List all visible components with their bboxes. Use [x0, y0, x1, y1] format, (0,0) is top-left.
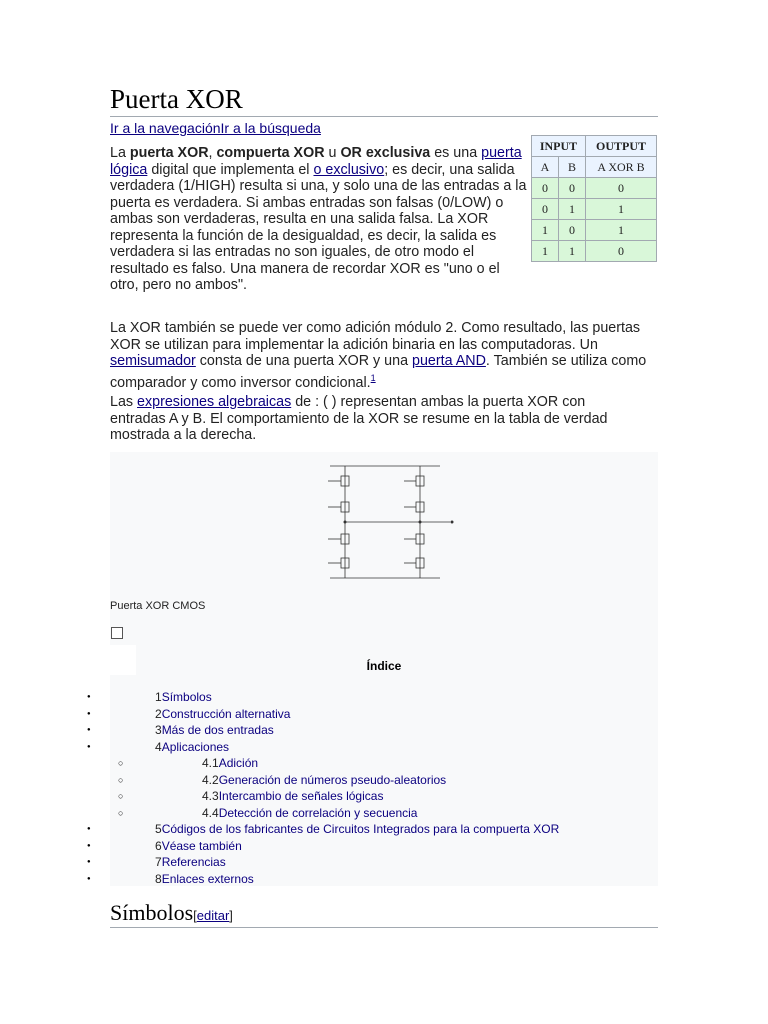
intro-bold-2: compuerta XOR	[216, 145, 325, 161]
table-row	[532, 199, 657, 220]
section-title: Símbolos	[110, 900, 194, 925]
toc-item[interactable]	[155, 872, 254, 888]
toc-item-label: Construcción alternativa	[161, 706, 291, 721]
table-cell: 0	[586, 241, 657, 262]
table-cell: 1	[532, 241, 559, 262]
toc-item[interactable]	[155, 690, 212, 706]
intro-text-3: u	[324, 145, 341, 161]
toc-item-number: 6	[155, 838, 162, 853]
toc-item-label: Aplicaciones	[161, 739, 230, 754]
toc-item-number: 5	[155, 822, 162, 836]
expresiones-paragraph	[110, 394, 640, 444]
puerta-and-link[interactable]: puerta AND	[412, 353, 486, 369]
intro-bold-1: puerta XOR	[129, 145, 209, 161]
toc-item[interactable]	[155, 822, 559, 838]
toc-title: Índice	[366, 659, 402, 673]
edit-section-link-wrapper	[193, 908, 233, 923]
toc-item-number: 3	[155, 723, 162, 737]
reference-link[interactable]: 1	[370, 372, 376, 383]
toc-item[interactable]	[202, 806, 417, 822]
bullet-icon: ●	[87, 826, 91, 832]
toc-item-label: Intercambio de señales lógicas	[218, 789, 384, 803]
sub-bullet-icon: ○	[118, 758, 124, 768]
toc-item[interactable]	[155, 839, 242, 855]
edit-bracket-close: ]	[229, 908, 233, 923]
table-cell: 0	[559, 178, 586, 199]
intro-text-2: ,	[208, 145, 217, 161]
bullet-icon: ●	[87, 875, 91, 882]
cmos-xor-circuit-diagram	[320, 460, 460, 584]
toc-item-number: 4.2	[202, 772, 219, 787]
bullet-icon: ●	[87, 694, 91, 700]
toc-item-label: Adición	[218, 756, 259, 770]
sub-bullet-icon: ○	[118, 807, 124, 818]
toc-item[interactable]	[155, 723, 274, 739]
truth-table	[531, 135, 657, 262]
toc-item[interactable]	[202, 756, 258, 772]
skip-navigation-link[interactable]: Ir a la navegaciónIr a la búsqueda	[110, 120, 321, 136]
table-row	[532, 220, 657, 241]
table-row	[532, 178, 657, 199]
table-cell: 0	[559, 220, 586, 241]
toc-item-number: 7	[155, 855, 162, 869]
toc-item-label: Enlaces externos	[161, 871, 254, 886]
toc-item-number: 4.1	[202, 756, 219, 770]
para2-text-1: La XOR también se puede ver como adición módulo 2. Como resultado, las puertas XOR se utilizan para implementar la adición binaria en las computadoras. Un	[110, 320, 641, 353]
toc-item[interactable]	[202, 773, 446, 789]
toc-item[interactable]	[202, 789, 383, 805]
edit-section-link[interactable]: editar	[196, 908, 230, 923]
semisumador-link[interactable]: semisumador	[110, 353, 196, 369]
intro-text-4: es una	[430, 145, 482, 161]
table-cell: 0	[586, 178, 657, 199]
toc-item[interactable]	[155, 707, 290, 723]
puerta-logica-link[interactable]: puerta lógica	[110, 145, 522, 178]
expresiones-algebraicas-link[interactable]: expresiones algebraicas	[137, 394, 292, 410]
bullet-icon: ●	[87, 710, 91, 717]
bullet-icon: ●	[87, 727, 91, 733]
toc-item-number: 4	[155, 739, 162, 754]
table-cell: 1	[586, 199, 657, 220]
toc-item-number: 4.4	[202, 805, 219, 820]
figure-caption: Puerta XOR CMOS	[110, 600, 206, 612]
skip-links[interactable]	[110, 120, 321, 136]
table-cell: 0	[532, 178, 559, 199]
toc-item-number: 1	[155, 690, 162, 704]
section-heading-simbolos	[110, 900, 658, 928]
table-row	[532, 241, 657, 262]
toc-item-label: Códigos de los fabricantes de Circuitos Integrados para la compuerta XOR	[161, 822, 560, 836]
toc-item[interactable]	[155, 855, 226, 871]
toc-item-number: 4.3	[202, 789, 219, 803]
table-cell: 0	[532, 199, 559, 220]
table-cell: 1	[532, 220, 559, 241]
sub-bullet-icon: ○	[118, 774, 124, 785]
intro-text-5: digital que implementa el	[147, 161, 314, 178]
intro-paragraph	[110, 145, 528, 294]
adicion-paragraph	[110, 320, 658, 391]
table-cell: 1	[559, 241, 586, 262]
truth-table-header-output: OUTPUT	[586, 136, 657, 157]
o-exclusivo-link[interactable]: o exclusivo	[313, 161, 385, 178]
bullet-icon: ●	[87, 842, 91, 849]
edit-bracket-open: [	[193, 908, 197, 923]
toc-item-label: Más de dos entradas	[161, 723, 274, 737]
para2-text-2: consta de una puerta XOR y una	[195, 353, 412, 369]
truth-table-subheader: B	[559, 157, 586, 178]
bullet-icon: ●	[87, 743, 91, 750]
para2-text-3: . También se utiliza como comparador y como inversor condicional.	[110, 353, 647, 391]
table-cell: 1	[559, 199, 586, 220]
para3-text-2: de : ( ) representan ambas la puerta XOR con entradas A y B. El comportamiento de la XOR se resume en la tabla de verdad mostrada a la derecha.	[110, 394, 608, 443]
toc-item-label: Véase también	[161, 838, 242, 853]
toc-item-label: Referencias	[161, 855, 226, 869]
table-cell: 1	[586, 220, 657, 241]
toc-item-label: Símbolos	[161, 690, 212, 704]
intro-text-1: La	[110, 145, 130, 161]
toc-item-number: 2	[155, 706, 162, 721]
toc-item-number: 8	[155, 871, 162, 886]
truth-table-subheader: A	[532, 157, 559, 178]
toc-item-label: Detección de correlación y secuencia	[218, 805, 418, 820]
toc-item[interactable]	[155, 740, 229, 756]
sub-bullet-icon: ○	[118, 791, 124, 801]
truth-table-header-input: INPUT	[532, 136, 586, 157]
page-title: Puerta XOR	[110, 84, 658, 117]
bullet-icon: ●	[87, 859, 91, 865]
truth-table-subheader: A XOR B	[586, 157, 657, 178]
intro-bold-3: OR exclusiva	[340, 145, 431, 161]
intro-text-6: ; es decir, una salida verdadera (1/HIGH) resulta si una, y solo una de las entradas a la puerta es verdadera. Si ambas entradas son falsas (0/LOW) o ambas son verdaderas, resulta en una salida falsa. La XOR representa la función de la desigualdad, es decir, la salida es verdadera si las entradas no son iguales, de otro modo el resultado es falso. Una manera de recordar XOR es "uno o el otro, pero no ambos".	[110, 161, 527, 293]
toc-toggle-checkbox[interactable]	[111, 627, 123, 639]
para3-text-1: Las	[110, 394, 138, 410]
toc-item-label: Generación de números pseudo-aleatorios	[218, 772, 447, 787]
